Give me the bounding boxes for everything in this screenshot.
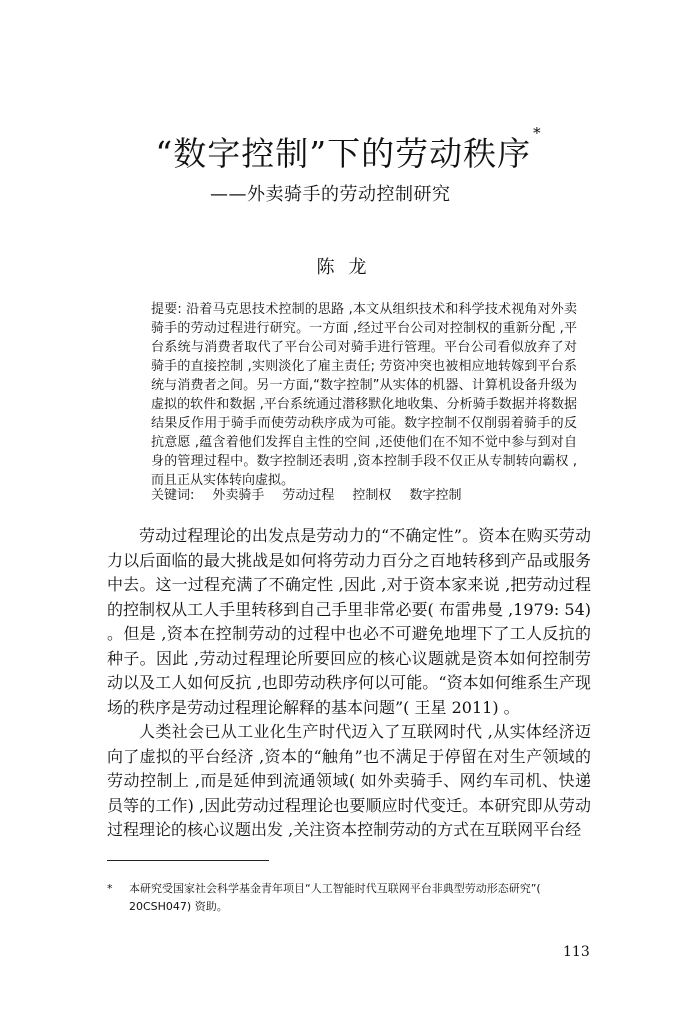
article-subtitle: ——外卖骑手的劳动控制研究 <box>210 184 451 205</box>
body-paragraph: 人类社会已从工业化生产时代迈入了互联网时代 ,从实体经济迈向了虚拟的平台经济 ,资本的“触角”也不满足于停留在对生产领域的劳动控制上 ,而是延伸到流通领域( 如外卖骑手、网约车司机、快递员等的工作) ,因此劳动过程理论也要顺应时代变迁。本研究即从劳动过程理论的核心议题出发 ,关注资本控制劳动的方式在互联网平台经 <box>107 722 591 839</box>
abstract-text: 提要: 沿着马克思技术控制的思路 ,本文从组织技术和科学技术视角对外卖骑手的劳动过程进行研究。一方面 ,经过平台公司对控制权的重新分配 ,平台系统与消费者取代了平台公司对骑手进行管理。平台公司看似放弃了对骑手的直接控制 ,实则淡化了雇主责任; 劳资冲突也被相应地转嫁到平台系统与消费者之间。另一方面,“数字控制”从实体的机器、计算机设备升级为虚拟的软件和数据 ,平台系统通过潜移默化地收集、分析骑手数据并将数据结果反作用于骑手而使劳动秩序成为可能。数字控制不仅削弱着骑手的反抗意愿 ,蕴含着他们发挥自主性的空间 ,还使他们在不知不觉中参与到对自身的管理过程中。数字控制还表明 ,资本控制手段不仅正从专制转向霸权 ,而且正从实体转向虚拟。 <box>151 302 577 488</box>
author-name: 陈龙 <box>316 257 381 278</box>
footnote-divider <box>107 860 269 861</box>
keyword: 控制权 <box>352 488 392 503</box>
title-footnote-mark: * <box>533 124 542 142</box>
footnote-mark: * <box>107 882 113 895</box>
page-number: 113 <box>563 944 590 960</box>
footnote <box>107 880 591 916</box>
body-paragraph: 劳动过程理论的出发点是劳动力的“不确定性”。资本在购买劳动力以后面临的最大挑战是如何将劳动力百分之百地转移到产品或服务中去。这一过程充满了不确定性 ,因此 ,对于资本家来说 ,把劳动过程的控制权从工人手里转移到自己手里非常必要( 布雷弗曼 ,1979: 54) 。但是 ,资本在控制劳动的过程中也必不可避免地埋下了工人反抗的种子。因此 ,劳动过程理论所要回应的核心议题就是资本如何控制劳动以及工人如何反抗 ,也即劳动秩序何以可能。“资本如何维系生产现场的秩序是劳动过程理论解释的基本问题”( 王星 2011) 。 <box>107 526 591 717</box>
body-text <box>107 524 591 843</box>
keyword: 数字控制 <box>409 488 462 503</box>
keywords-label: 关键词: <box>151 488 195 503</box>
keywords-line <box>151 484 479 503</box>
keyword: 外卖骑手 <box>212 488 265 503</box>
article-title-text: “数字控制”下的劳动秩序 <box>155 134 532 173</box>
footnote-text: 本研究受国家社会科学基金青年项目“人工智能时代互联网平台非典型劳动形态研究”( 20CSH047) 资助。 <box>129 882 541 913</box>
article-title <box>0 124 697 175</box>
keyword: 劳动过程 <box>282 488 335 503</box>
abstract-block <box>125 300 577 490</box>
